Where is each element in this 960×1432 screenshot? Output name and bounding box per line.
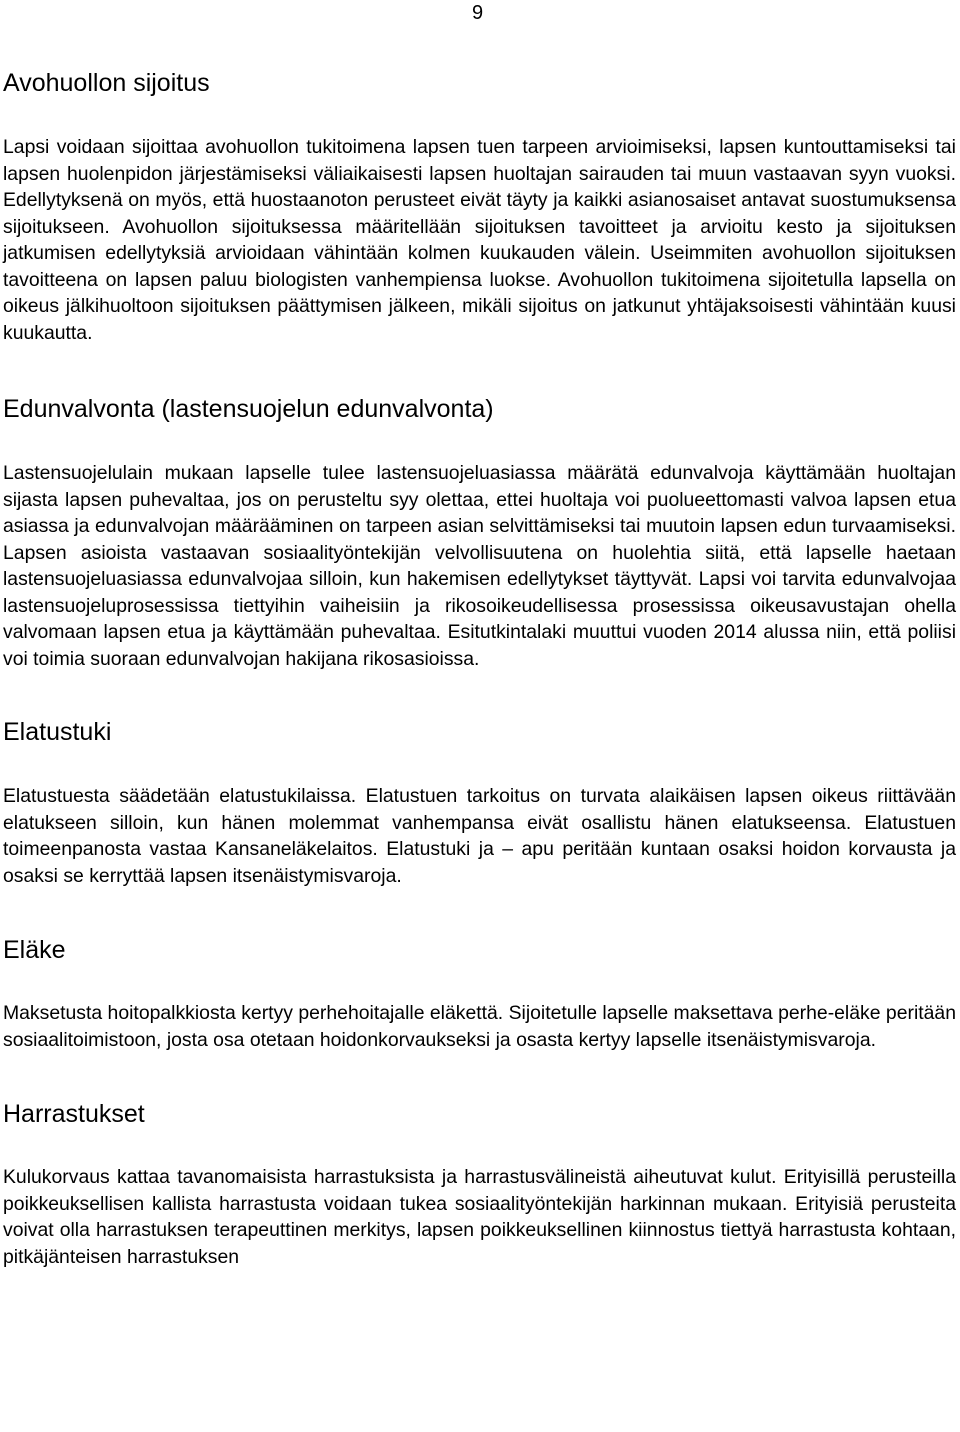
- section-elatustuki: [3, 715, 956, 889]
- section-paragraph: Maksetusta hoitopalkkiosta kertyy perhehoitajalle eläkettä. Sijoitetulle lapselle maksettava perhe-eläke peritään sosiaalitoimistoon, josta osa otetaan hoidonkorvaukseksi ja osasta kertyy lapselle itsenäistymisvaroja.: [3, 1002, 956, 1051]
- section-heading: Eläke: [3, 936, 66, 964]
- section-avohuollon-sijoitus: [3, 66, 956, 346]
- section-paragraph: Lastensuojelulain mukaan lapselle tulee lastensuojeluasiassa määrätä edunvalvoja käyttämään huoltajan sijasta lapsen puhevaltaa, jos on perusteltu syy olettaa, ettei huoltaja voi puolueettomasti valvoa lapsen etua asiassa ja edunvalvojan määrääminen on tarpeen asian selvittämiseksi tai muutoin lapsen edun turvaamiseksi. Lapsen asioista vastaavan sosiaalityöntekijän velvollisuutena on huolehtia siitä, että lapselle haetaan lastensuojeluasiassa edunvalvojaa silloin, kun hakemisen edellytykset täyttyvät. Lapsi voi tarvita edunvalvojaa lastensuojeluprosessissa tiettyihin vaiheisiin ja rikosoikeudellisessa prosessissa oikeusavustajan ohella valvomaan lapsen etua ja käyttämään puhevaltaa. Esitutkintalaki muuttui vuoden 2014 alussa niin, että poliisi voi toimia suoraan edunvalvojan hakijana rikosasioissa.: [3, 462, 956, 670]
- section-heading: Edunvalvonta (lastensuojelun edunvalvonta): [3, 395, 494, 423]
- section-heading: Harrastukset: [3, 1100, 145, 1128]
- section-edunvalvonta: [3, 392, 956, 672]
- section-heading: Elatustuki: [3, 718, 112, 746]
- section-paragraph: Elatustuesta säädetään elatustukilaissa. Elatustuen tarkoitus on turvata alaikäisen lapsen oikeus riittävään elatukseen silloin, kun hänen molemmat vanhempansa eivät osallistu hänen elatukseensa. Elatustuen toimeenpanosta vastaa Kansaneläkelaitos. Elatustuki ja – apu peritään kuntaan osaksi hoidon korvausta ja osaksi se kerryttää lapsen itsenäistymisvaroja.: [3, 785, 956, 887]
- document-body: [3, 66, 956, 1270]
- section-heading: Avohuollon sijoitus: [3, 69, 210, 97]
- section-paragraph: Lapsi voidaan sijoittaa avohuollon tukitoimena lapsen tuen tarpeen arvioimiseksi, lapsen kuntouttamiseksi tai lapsen huolenpidon järjestämiseksi väliaikaisesti lapsen huoltajan sairauden tai muun vastaavan syyn vuoksi. Edellytyksenä on myös, että huostaanoton perusteet eivät täyty ja kaikki asianosaiset antavat suostumuksensa sijoitukseen. Avohuollon sijoituksessa määritellään sijoituksen tavoitteet ja arvioitu kesto ja sijoituksen jatkumisen edellytyksiä arvioidaan vähintään kolmen kuukauden välein. Useimmiten avohuollon sijoituksen tavoitteena on lapsen paluu biologisten vanhempiensa luokse. Avohuollon tukitoimena sijoitetulla lapsella on oikeus jälkihuoltoon sijoituksen päättymisen jälkeen, mikäli sijoitus on jatkunut yhtäjaksoisesti vähintään kuusi kuukautta.: [3, 136, 956, 344]
- section-elake: [3, 933, 956, 1053]
- page-number: 9: [472, 2, 484, 24]
- section-paragraph: Kulukorvaus kattaa tavanomaisista harrastuksista ja harrastusvälineistä aiheutuvat kulut. Erityisillä perusteilla poikkeuksellisen kallista harrastusta voidaan tukea sosiaalityöntekijän harkinnan mukaan. Erityisiä perusteita voivat olla harrastuksen terapeuttinen merkitys, lapsen poikkeuksellinen kiinnostus tiettyä harrastusta kohtaan, pitkäjänteisen harrastuksen: [3, 1166, 956, 1268]
- section-harrastukset: [3, 1097, 956, 1270]
